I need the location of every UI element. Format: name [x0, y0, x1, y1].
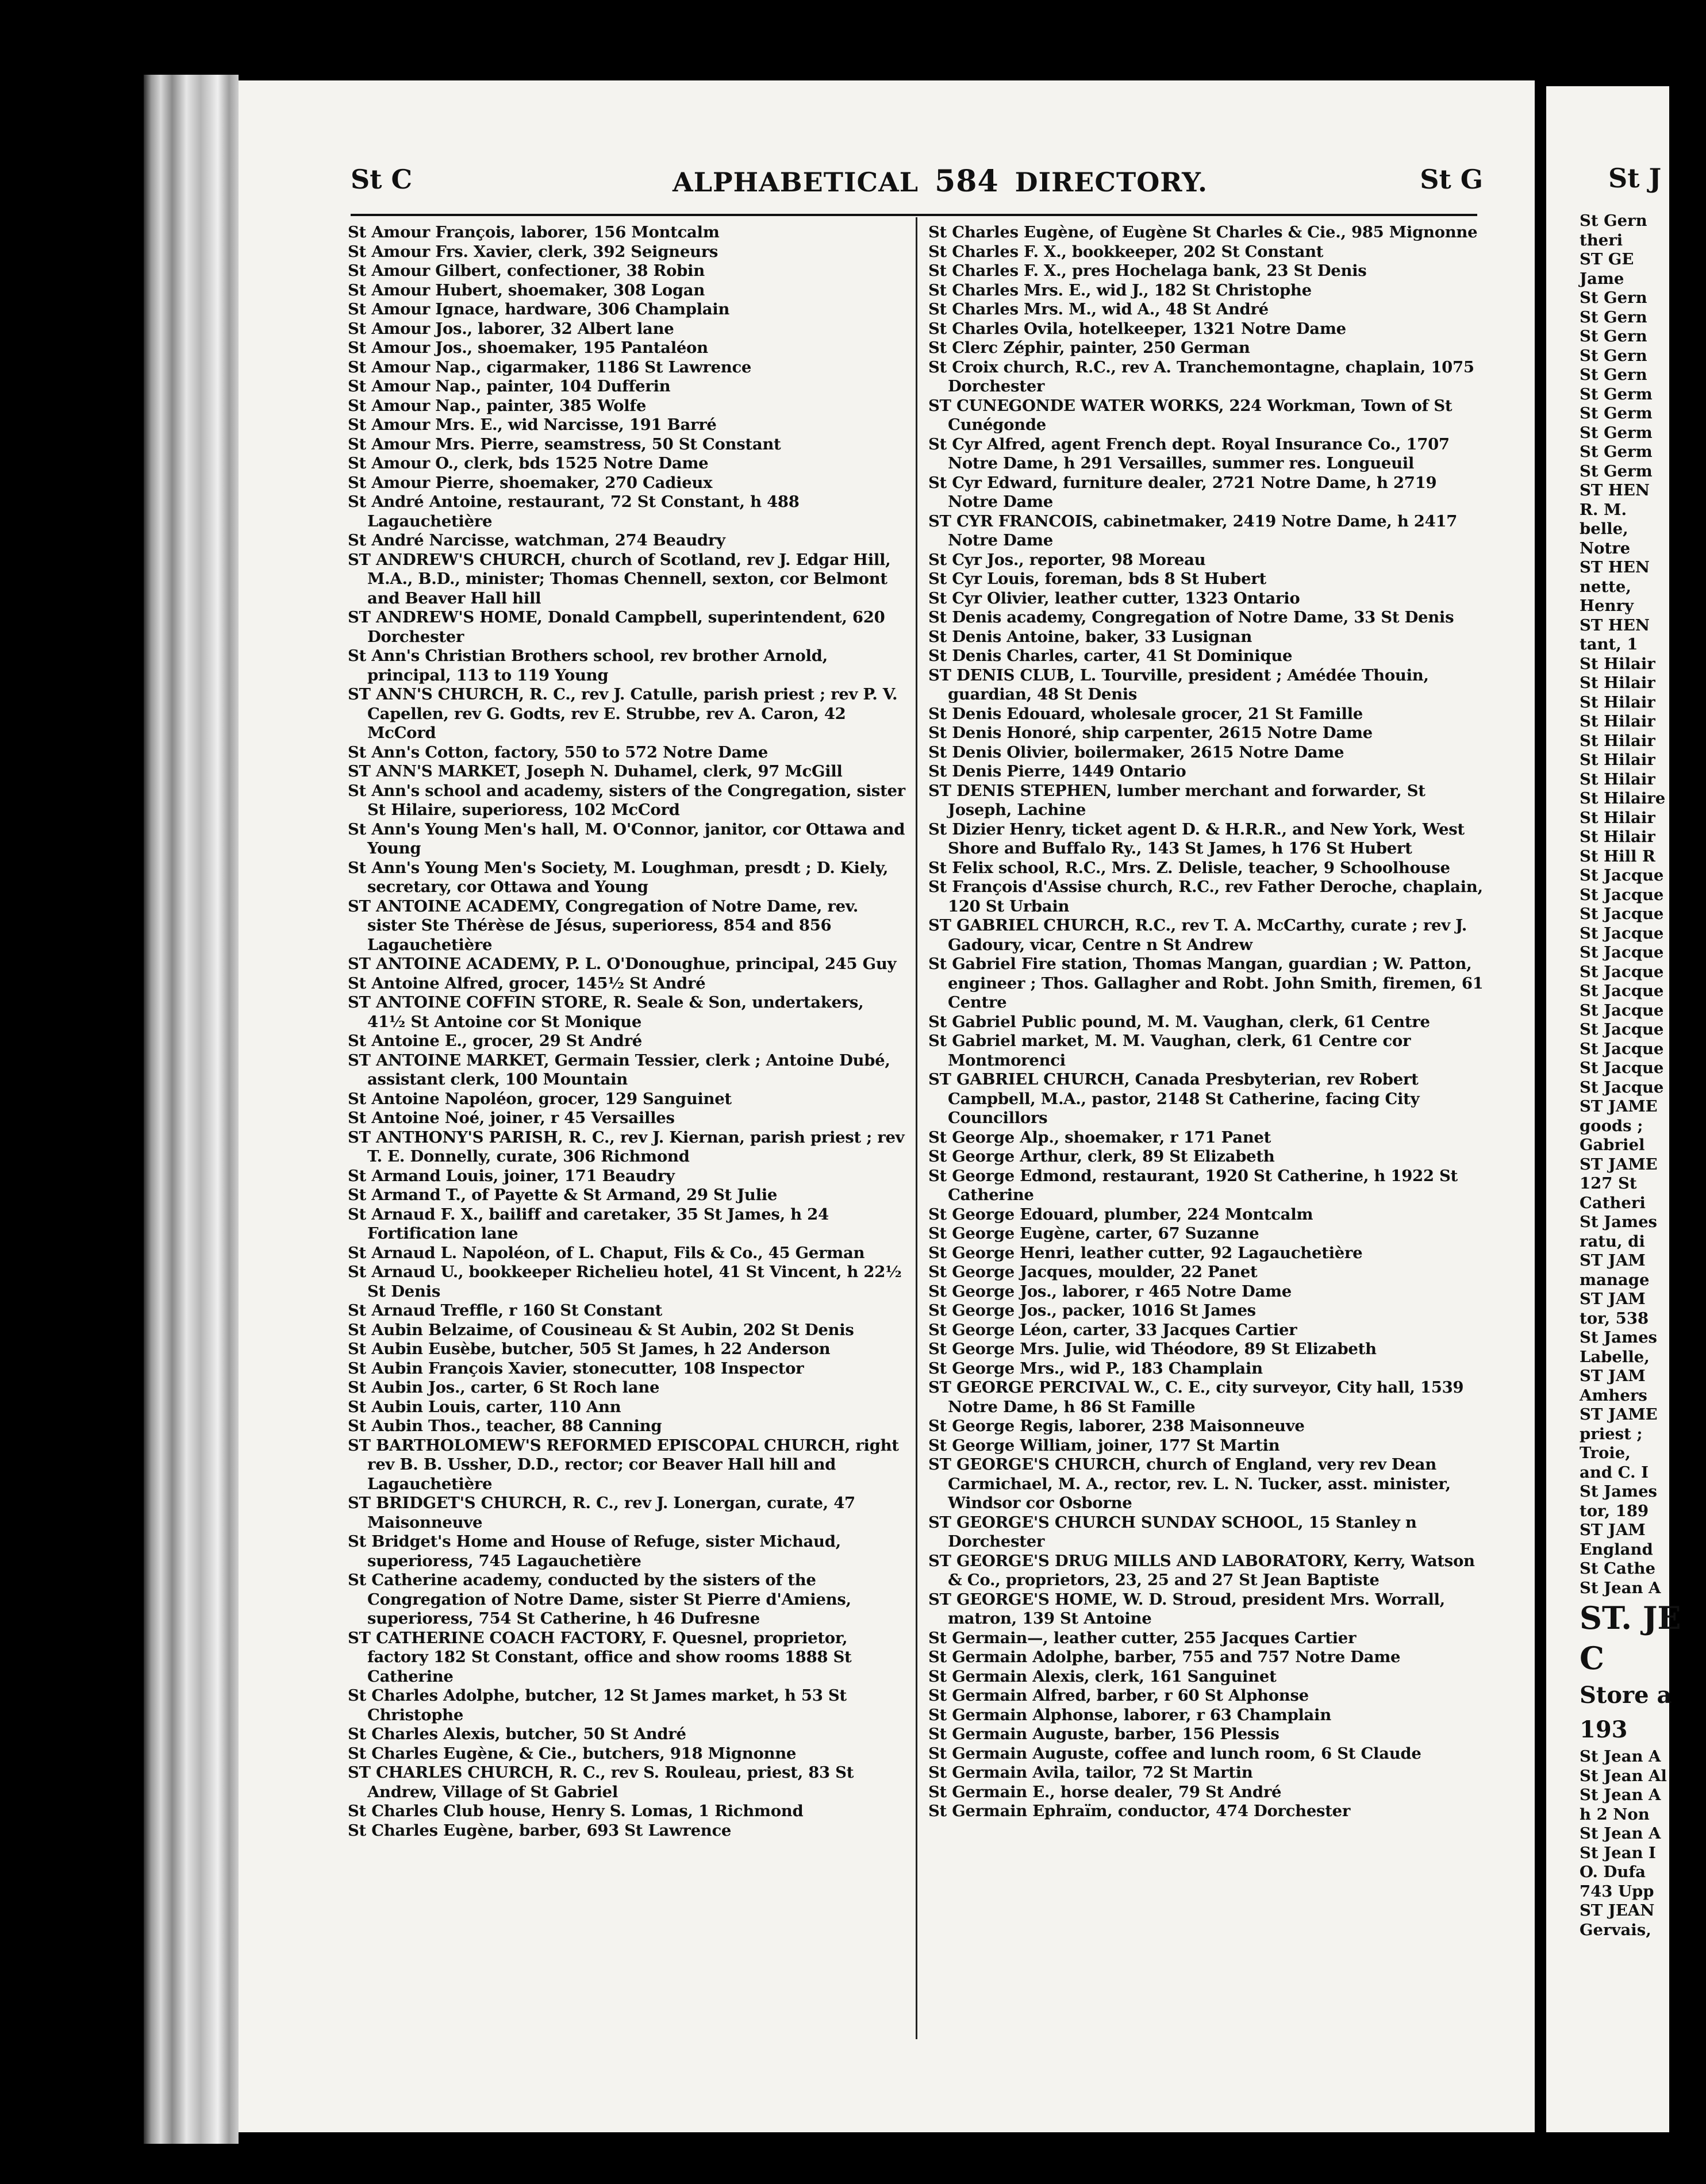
directory-entry: St Charles F. X., bookkeeper, 202 St Constant: [928, 242, 1324, 261]
directory-entry: St Aubin Eusèbe, butcher, 505 St James, h 22 Anderson: [348, 1340, 831, 1358]
adjacent-page-line: Store a: [1580, 1682, 1672, 1709]
adjacent-page-line: St Cathe: [1580, 1559, 1656, 1578]
directory-entry: St Bridget's Home and House of Refuge, sister Michaud, superioress, 745 Lagauchetière: [348, 1532, 841, 1570]
directory-entry: St George Edmond, restaurant, 1920 St Catherine, h 1922 St Catherine: [928, 1166, 1458, 1204]
directory-entry: St Germain Ephraïm, conductor, 474 Dorchester: [928, 1802, 1351, 1820]
directory-entry: St George Léon, carter, 33 Jacques Cartier: [928, 1320, 1297, 1339]
directory-entry: St Charles Eugène, of Eugène St Charles & Cie., 985 Mignonne: [928, 223, 1478, 241]
adjacent-page-line: St Gern: [1580, 366, 1647, 384]
adjacent-page-line: St Hilair: [1580, 808, 1655, 827]
directory-entry: St Aubin Jos., carter, 6 St Roch lane: [348, 1378, 660, 1397]
adjacent-page-line: R. M.: [1580, 500, 1627, 519]
directory-entry: St Charles Club house, Henry S. Lomas, 1 Richmond: [348, 1802, 804, 1820]
header-left-key: St C: [351, 164, 413, 195]
adjacent-page-line: Amhers: [1580, 1386, 1647, 1405]
directory-entry: St Ann's Christian Brothers school, rev brother Arnold, principal, 113 to 119 Young: [348, 647, 828, 685]
adjacent-page-line: ST HEN: [1580, 481, 1650, 499]
adjacent-page-line: ratu, di: [1580, 1232, 1645, 1251]
directory-entry: St Charles Mrs. E., wid J., 182 St Christophe: [928, 280, 1312, 299]
directory-entry: St Gabriel Fire station, Thomas Mangan, guardian ; W. Patton, engineer ; Thos. Gallagher and Robt. John Smith, firemen, 61 Centre: [928, 955, 1484, 1012]
directory-entry: St Antoine Alfred, grocer, 145½ St André: [348, 974, 706, 993]
adjacent-page-line: O. Dufa: [1580, 1863, 1646, 1881]
adjacent-page-line: h 2 Non: [1580, 1805, 1650, 1824]
directory-entry: St Charles Alexis, butcher, 50 St André: [348, 1725, 686, 1743]
directory-entry: ST GABRIEL CHURCH, Canada Presbyterian, rev Robert Campbell, M.A., pastor, 2148 St Catherine, facing City Councillors: [928, 1070, 1420, 1127]
adjacent-page-line: Gabriel: [1580, 1136, 1645, 1154]
adjacent-page-line: St James: [1580, 1328, 1658, 1347]
directory-entry: St Amour Jos., laborer, 32 Albert lane: [348, 319, 674, 338]
adjacent-page-line: Labelle,: [1580, 1347, 1650, 1366]
directory-entry: ST GEORGE'S HOME, W. D. Stroud, president Mrs. Worrall, matron, 139 St Antoine: [928, 1590, 1445, 1628]
adjacent-page-line: St Germ: [1580, 443, 1653, 461]
directory-entry: St Ann's school and academy, sisters of the Congregation, sister St Hilaire, superioress, 102 McCord: [348, 781, 905, 819]
directory-entry: ST GEORGE PERCIVAL W., C. E., city surveyor, City hall, 1539 Notre Dame, h 86 St Famille: [928, 1378, 1464, 1416]
directory-entry: ST ANN'S CHURCH, R. C., rev J. Catulle, parish priest ; rev P. V. Capellen, rev G. Godts, rev E. Strubbe, rev A. Caron, 42 McCord: [348, 685, 898, 742]
directory-entry: St François d'Assise church, R.C., rev Father Deroche, chaplain, 120 St Urbain: [928, 878, 1483, 916]
directory-entry: St Germain Alfred, barber, r 60 St Alphonse: [928, 1686, 1309, 1705]
directory-entry: St George Mrs., wid P., 183 Champlain: [928, 1359, 1263, 1378]
header-title-part-2: DIRECTORY.: [1015, 167, 1208, 198]
adjacent-page-line: St Gern: [1580, 212, 1647, 230]
adjacent-page-line: St Jacque: [1580, 924, 1664, 943]
directory-entry: St Denis Honoré, ship carpenter, 2615 Notre Dame: [928, 724, 1373, 742]
right-column: [928, 223, 1486, 2039]
directory-entry: St George Henri, leather cutter, 92 Lagauchetière: [928, 1243, 1363, 1262]
directory-entry: St George Arthur, clerk, 89 St Elizabeth: [928, 1147, 1275, 1166]
directory-entry: St Germain—, leather cutter, 255 Jacques Cartier: [928, 1628, 1357, 1647]
directory-entry: St Arnaud F. X., bailiff and caretaker, 35 St James, h 24 Fortification lane: [348, 1205, 829, 1243]
directory-entry: St George Mrs. Julie, wid Théodore, 89 St Elizabeth: [928, 1340, 1377, 1358]
adjacent-page-line: ST JAM: [1580, 1521, 1646, 1539]
adjacent-page-line: St Jean I: [1580, 1843, 1656, 1862]
directory-entry: St Aubin Thos., teacher, 88 Canning: [348, 1417, 662, 1435]
directory-entry: St Amour Frs. Xavier, clerk, 392 Seigneurs: [348, 242, 718, 261]
adjacent-page-line: ST JAME: [1580, 1405, 1658, 1424]
directory-entry: St Catherine academy, conducted by the sisters of the Congregation of Notre Dame, sister St Pierre d'Amiens, superioress, 754 St Catherine, h 46 Dufresne: [348, 1571, 851, 1628]
adjacent-page-line: St Jacque: [1580, 866, 1664, 885]
directory-entry: St Denis academy, Congregation of Notre Dame, 33 St Denis: [928, 608, 1454, 626]
directory-entry: St Denis Charles, carter, 41 St Dominique: [928, 647, 1293, 665]
directory-entry: ST ANTHONY'S PARISH, R. C., rev J. Kiernan, parish priest ; rev T. E. Donnelly, curate, 306 Richmond: [348, 1128, 905, 1166]
adjacent-page-line: ST JAME: [1580, 1155, 1658, 1174]
adjacent-page-line: St Gern: [1580, 327, 1647, 345]
directory-entry: St Ann's Young Men's Society, M. Loughman, presdt ; D. Kiely, secretary, cor Ottawa and Young: [348, 858, 889, 896]
header-title-part-1: ALPHABETICAL: [673, 167, 919, 198]
directory-entry: ST ANTOINE MARKET, Germain Tessier, clerk ; Antoine Dubé, assistant clerk, 100 Mountain: [348, 1051, 890, 1089]
directory-entry: St Aubin Louis, carter, 110 Ann: [348, 1397, 621, 1416]
book-spine-edge: [144, 75, 239, 2144]
directory-entry: St Amour Mrs. Pierre, seamstress, 50 St Constant: [348, 435, 781, 453]
directory-entry: St Amour Nap., cigarmaker, 1186 St Lawrence: [348, 357, 752, 376]
directory-entry: St Denis Pierre, 1449 Ontario: [928, 762, 1186, 780]
column-divider: [916, 217, 917, 2039]
directory-entry: St George Jacques, moulder, 22 Panet: [928, 1263, 1258, 1281]
directory-entry: St Ann's Young Men's hall, M. O'Connor, janitor, cor Ottawa and Young: [348, 820, 905, 858]
adjacent-page-line: St Jacque: [1580, 1001, 1664, 1020]
directory-entry: St André Antoine, restaurant, 72 St Constant, h 488 Lagauchetière: [348, 493, 800, 530]
directory-entry: St Antoine Noé, joiner, r 45 Versailles: [348, 1109, 675, 1127]
directory-entry: St Charles F. X., pres Hochelaga bank, 23 St Denis: [928, 262, 1367, 280]
adjacent-page-line: ST. JE: [1580, 1599, 1681, 1636]
directory-entry: St Amour Nap., painter, 104 Dufferin: [348, 377, 671, 395]
adjacent-page-line: St Hill R: [1580, 847, 1655, 866]
directory-entry: ST ANDREW'S CHURCH, church of Scotland, rev J. Edgar Hill, M.A., B.D., minister; Thomas Chennell, sexton, cor Belmont and Beaver Hall hill: [348, 550, 891, 607]
header-title: [673, 164, 1208, 199]
directory-entry: St George Regis, laborer, 238 Maisonneuve: [928, 1417, 1305, 1435]
adjacent-page-line: St Germ: [1580, 384, 1653, 403]
adjacent-page-line: ST JAME: [1580, 1097, 1658, 1116]
directory-entry: St Gabriel Public pound, M. M. Vaughan, clerk, 61 Centre: [928, 1012, 1430, 1031]
adjacent-page-fragment: [1546, 86, 1681, 2132]
header-rule: [351, 214, 1477, 216]
adjacent-page-line: Henry: [1580, 597, 1634, 615]
directory-entry: ST DENIS STEPHEN, lumber merchant and forwarder, St Joseph, Lachine: [928, 781, 1425, 819]
directory-entry: St Amour Hubert, shoemaker, 308 Logan: [348, 280, 705, 299]
adjacent-page-line: St Hilair: [1580, 674, 1655, 692]
adjacent-page-line: theri: [1580, 230, 1623, 249]
directory-entry: St Croix church, R.C., rev A. Tranchemontagne, chaplain, 1075 Dorchester: [928, 357, 1474, 395]
adjacent-page-line: St Jacque: [1580, 1078, 1664, 1097]
adjacent-page-line: ST HEN: [1580, 558, 1650, 576]
adjacent-page-line: St Hilair: [1580, 654, 1655, 673]
adjacent-page-line: Catheri: [1580, 1193, 1646, 1212]
directory-entry: St Clerc Zéphir, painter, 250 German: [928, 339, 1250, 357]
adjacent-page-line: and C. I: [1580, 1463, 1649, 1482]
adjacent-page-line: ST GE: [1580, 250, 1634, 268]
adjacent-page-line: St Germ: [1580, 423, 1653, 442]
directory-entry: St George Eugène, carter, 67 Suzanne: [928, 1224, 1259, 1243]
directory-entry: St Aubin François Xavier, stonecutter, 108 Inspector: [348, 1359, 804, 1378]
directory-entry: ST GABRIEL CHURCH, R.C., rev T. A. McCarthy, curate ; rev J. Gadoury, vicar, Centre n St Andrew: [928, 916, 1467, 954]
directory-entry: St Dizier Henry, ticket agent D. & H.R.R., and New York, West Shore and Buffalo Ry., 143 St James, h 176 St Hubert: [928, 820, 1465, 858]
adjacent-page-line: St James: [1580, 1482, 1658, 1501]
adjacent-page-line: ST HEN: [1580, 616, 1650, 635]
adjacent-page-line: St Jean Al: [1580, 1766, 1667, 1785]
adjacent-page-line: ST JAM: [1580, 1290, 1646, 1308]
directory-entry: St Amour Jos., shoemaker, 195 Pantaléon: [348, 339, 708, 357]
directory-entry: St Germain E., horse dealer, 79 St André: [928, 1782, 1282, 1801]
adjacent-page-lines: [1580, 212, 1706, 1940]
directory-entry: St Amour Nap., painter, 385 Wolfe: [348, 396, 647, 415]
adjacent-page-line: 127 St: [1580, 1174, 1637, 1193]
directory-entry: St Charles Adolphe, butcher, 12 St James market, h 53 St Christophe: [348, 1686, 847, 1724]
adjacent-page-line: St Germ: [1580, 404, 1653, 422]
adjacent-page-line: ST JAM: [1580, 1251, 1646, 1270]
directory-entry: St George Alp., shoemaker, r 171 Panet: [928, 1128, 1271, 1147]
directory-entry: St George Jos., packer, 1016 St James: [928, 1301, 1256, 1320]
adjacent-page-line: ST JAM: [1580, 1367, 1646, 1385]
directory-entry: St Germain Auguste, coffee and lunch room, 6 St Claude: [928, 1744, 1421, 1763]
adjacent-page-line: St Jacque: [1580, 1059, 1664, 1077]
directory-entry: St Denis Edouard, wholesale grocer, 21 St Famille: [928, 704, 1363, 723]
directory-entry: St Cyr Olivier, leather cutter, 1323 Ontario: [928, 589, 1300, 607]
directory-entry: St Charles Ovila, hotelkeeper, 1321 Notre Dame: [928, 319, 1346, 338]
adjacent-page-line: St Hilair: [1580, 693, 1655, 712]
directory-entry: ST BARTHOLOMEW'S REFORMED EPISCOPAL CHURCH, right rev B. B. Ussher, D.D., rector; cor Beaver Hall hill and Lagauchetière: [348, 1436, 899, 1493]
directory-entry: ST ANTOINE ACADEMY, Congregation of Notre Dame, rev. sister Ste Thérèse de Jésus, superioress, 854 and 856 Lagauchetière: [348, 897, 858, 954]
directory-entry: St Gabriel market, M. M. Vaughan, clerk, 61 Centre cor Montmorenci: [928, 1032, 1411, 1070]
adjacent-page-line: St Jacque: [1580, 943, 1664, 962]
directory-entry: St Germain Avila, tailor, 72 St Martin: [928, 1763, 1253, 1782]
directory-entry: St George Edouard, plumber, 224 Montcalm: [928, 1205, 1313, 1224]
directory-entry: St Arnaud U., bookkeeper Richelieu hotel, 41 St Vincent, h 22½ St Denis: [348, 1263, 902, 1301]
directory-entry: St George William, joiner, 177 St Martin: [928, 1436, 1280, 1455]
directory-entry: St Amour Gilbert, confectioner, 38 Robin: [348, 262, 705, 280]
adjacent-page-line: St Gern: [1580, 289, 1647, 307]
directory-entry: St Aubin Belzaime, of Cousineau & St Aubin, 202 St Denis: [348, 1320, 854, 1339]
directory-entry: St Cyr Jos., reporter, 98 Moreau: [928, 550, 1206, 569]
directory-entry: St Antoine Napoléon, grocer, 129 Sanguinet: [348, 1089, 732, 1108]
directory-entry: St Charles Eugène, barber, 693 St Lawrence: [348, 1821, 732, 1840]
directory-entry: St Germain Adolphe, barber, 755 and 757 Notre Dame: [928, 1648, 1401, 1666]
directory-entry: St Felix school, R.C., Mrs. Z. Delisle, teacher, 9 Schoolhouse: [928, 858, 1450, 877]
directory-entry: ST GEORGE'S DRUG MILLS AND LABORATORY, Kerry, Watson & Co., proprietors, 23, 25 and 27 St Jean Baptiste: [928, 1551, 1475, 1589]
adjacent-page-line: St Hilair: [1580, 770, 1655, 789]
directory-entry: ST CUNEGONDE WATER WORKS, 224 Workman, Town of St Cunégonde: [928, 396, 1453, 434]
adjacent-page-line: St Jean A: [1580, 1824, 1661, 1843]
directory-entry: St Germain Auguste, barber, 156 Plessis: [928, 1725, 1280, 1743]
adjacent-page-line: Gervais,: [1580, 1920, 1651, 1939]
directory-entry: ST ANTOINE COFFIN STORE, R. Seale & Son, undertakers, 41½ St Antoine cor St Monique: [348, 993, 864, 1031]
adjacent-page-header: St J: [1608, 163, 1662, 194]
directory-entry: St Arnaud Treffle, r 160 St Constant: [348, 1301, 663, 1320]
adjacent-page-line: St Jacque: [1580, 1039, 1664, 1058]
adjacent-page-line: Troie,: [1580, 1444, 1631, 1462]
adjacent-page-line: St Jean A: [1580, 1747, 1661, 1766]
directory-entry: St Charles Mrs. M., wid A., 48 St André: [928, 300, 1269, 318]
directory-entry: St Arnaud L. Napoléon, of L. Chaput, Fils & Co., 45 German: [348, 1243, 865, 1262]
directory-entry: ST CATHERINE COACH FACTORY, F. Quesnel, proprietor, factory 182 St Constant, office and show rooms 1888 St Catherine: [348, 1628, 852, 1686]
directory-entry: St Amour Ignace, hardware, 306 Champlain: [348, 300, 730, 318]
adjacent-page-line: St Jean A: [1580, 1786, 1661, 1804]
directory-entry: ST GEORGE'S CHURCH SUNDAY SCHOOL, 15 Stanley n Dorchester: [928, 1513, 1417, 1551]
adjacent-page-line: St Gern: [1580, 346, 1647, 365]
adjacent-page-line: St Jacque: [1580, 1020, 1664, 1039]
adjacent-page-line: tant, 1: [1580, 635, 1638, 653]
directory-entry: St Cyr Edward, furniture dealer, 2721 Notre Dame, h 2719 Notre Dame: [928, 473, 1437, 511]
directory-entry: St Cyr Alfred, agent French dept. Royal Insurance Co., 1707 Notre Dame, h 291 Versailles, summer res. Longueuil: [928, 435, 1450, 472]
adjacent-page-line: priest ;: [1580, 1424, 1643, 1443]
adjacent-page-line: St Hilair: [1580, 731, 1655, 750]
directory-entry: St Amour O., clerk, bds 1525 Notre Dame: [348, 454, 709, 472]
directory-entry: St Denis Olivier, boilermaker, 2615 Notre Dame: [928, 743, 1344, 762]
directory-entry: St Antoine E., grocer, 29 St André: [348, 1032, 642, 1050]
directory-entry: ST CYR FRANCOIS, cabinetmaker, 2419 Notre Dame, h 2417 Notre Dame: [928, 512, 1458, 549]
left-column: [348, 223, 905, 2039]
page-number: 584: [935, 164, 999, 199]
directory-entry: St George Jos., laborer, r 465 Notre Dame: [928, 1282, 1292, 1301]
adjacent-page-line: nette,: [1580, 577, 1631, 596]
running-head: [351, 164, 1483, 204]
directory-entry: St Amour Pierre, shoemaker, 270 Cadieux: [348, 473, 713, 492]
adjacent-page-line: St Jacque: [1580, 982, 1664, 1000]
directory-entry: ST BRIDGET'S CHURCH, R. C., rev J. Lonergan, curate, 47 Maisonneuve: [348, 1494, 855, 1532]
adjacent-page-line: St Hilaire: [1580, 789, 1666, 808]
directory-entry: ST ANTOINE ACADEMY, P. L. O'Donoughue, principal, 245 Guy: [348, 955, 897, 973]
adjacent-page-line: Notre: [1580, 539, 1631, 557]
adjacent-page-line: England: [1580, 1540, 1653, 1559]
directory-entry: ST ANDREW'S HOME, Donald Campbell, superintendent, 620 Dorchester: [348, 608, 885, 646]
adjacent-page-line: goods ;: [1580, 1116, 1643, 1135]
directory-entry: St Ann's Cotton, factory, 550 to 572 Notre Dame: [348, 743, 768, 762]
directory-entry: St Armand T., of Payette & St Armand, 29 St Julie: [348, 1186, 778, 1204]
adjacent-page-line: 193: [1580, 1716, 1628, 1743]
directory-entry: St Denis Antoine, baker, 33 Lusignan: [928, 627, 1252, 646]
directory-entry: ST GEORGE'S CHURCH, church of England, very rev Dean Carmichael, M. A., rector, rev. L. N. Tucker, asst. minister, Windsor cor Osborne: [928, 1455, 1451, 1512]
adjacent-page-line: belle,: [1580, 520, 1628, 538]
header-right-key: St G: [1420, 164, 1483, 195]
adjacent-page-line: manage: [1580, 1270, 1650, 1289]
adjacent-page-line: St Jacque: [1580, 962, 1664, 981]
directory-entry: St Germain Alphonse, laborer, r 63 Champlain: [928, 1705, 1331, 1724]
directory-entry: ST CHARLES CHURCH, R. C., rev S. Rouleau, priest, 83 St Andrew, Village of St Gabriel: [348, 1763, 854, 1801]
adjacent-page-line: St Jacque: [1580, 885, 1664, 904]
directory-entry: St André Narcisse, watchman, 274 Beaudry: [348, 531, 725, 549]
directory-entry: St Cyr Louis, foreman, bds 8 St Hubert: [928, 570, 1266, 588]
directory-entry: St Amour François, laborer, 156 Montcalm: [348, 223, 720, 241]
adjacent-page-line: St Hilair: [1580, 712, 1655, 730]
adjacent-page-line: St Jacque: [1580, 905, 1664, 923]
directory-entry: St Charles Eugène, & Cie., butchers, 918 Mignonne: [348, 1744, 797, 1763]
directory-entry: ST DENIS CLUB, L. Tourville, president ; Amédée Thouin, guardian, 48 St Denis: [928, 666, 1429, 703]
directory-entry: ST ANN'S MARKET, Joseph N. Duhamel, clerk, 97 McGill: [348, 762, 843, 780]
adjacent-page-line: St Germ: [1580, 462, 1653, 480]
adjacent-page-line: ST JEAN: [1580, 1901, 1655, 1920]
adjacent-page-line: C: [1580, 1640, 1604, 1677]
directory-entry: St Armand Louis, joiner, 171 Beaudry: [348, 1166, 675, 1185]
adjacent-page-line: St Jean A: [1580, 1578, 1661, 1597]
adjacent-page-line: tor, 538: [1580, 1309, 1649, 1328]
adjacent-page-line: St James: [1580, 1213, 1658, 1231]
adjacent-page-line: Jame: [1580, 269, 1624, 288]
adjacent-page-line: 743 Upp: [1580, 1882, 1654, 1901]
adjacent-page-line: St Gern: [1580, 307, 1647, 326]
adjacent-page-line: St Hilair: [1580, 828, 1655, 846]
adjacent-page-line: tor, 189: [1580, 1501, 1649, 1520]
directory-entry: St Germain Alexis, clerk, 161 Sanguinet: [928, 1667, 1277, 1686]
directory-entry: St Amour Mrs. E., wid Narcisse, 191 Barré: [348, 416, 717, 434]
adjacent-page-line: St Hilair: [1580, 751, 1655, 769]
